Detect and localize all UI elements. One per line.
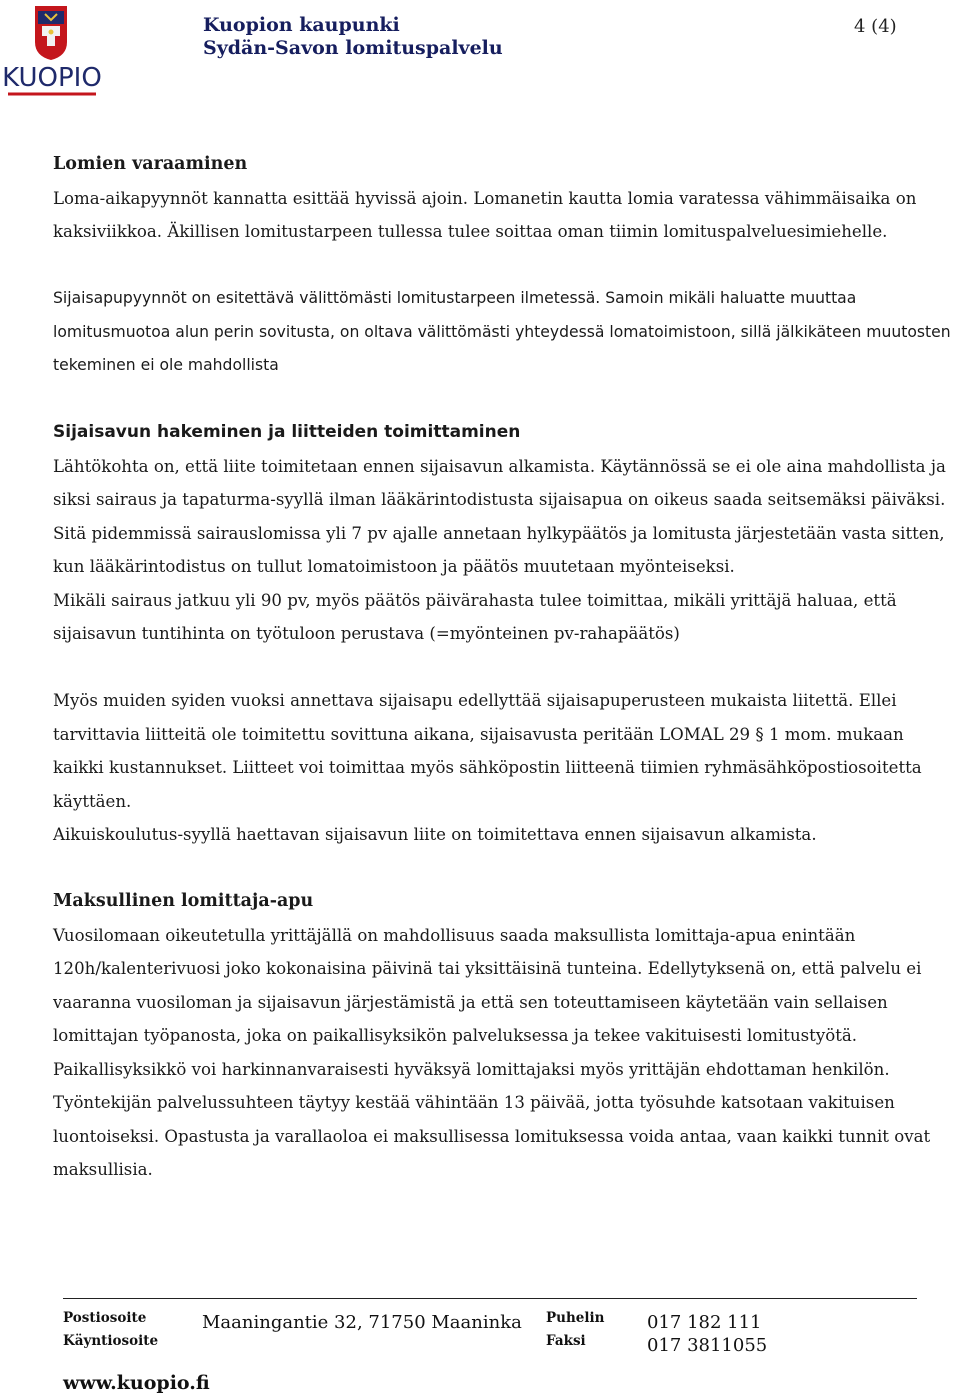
website-link[interactable]: www.kuopio.fi (63, 1372, 210, 1394)
document-body (53, 148, 953, 1187)
page-footer (0, 1296, 960, 1396)
phone-value: 017 182 111 (647, 1312, 762, 1333)
page-number: 4 (4) (854, 16, 897, 37)
paragraph: Vuosilomaan oikeutetulla yrittäjällä on mahdollisuus saada maksullista lomittaja-apua enintään 120h/kalenterivuosi joko kokonaisina päivinä tai yksittäisinä tunteina. Edellytyksenä on, että palvelu ei vaaranna vuosiloman ja sijaisavun järjestämistä ja että sen toteuttamiseen käytetään vain sellaisen lomittajan työpanosta, joka on paikallisyksikön palveluksessa ja tekee vakituisesti lomitustyötä. Paikallisyksikkö voi harkinnanvaraisesti hyväksyä lomittajaksi myös yrittäjän ehdottaman henkilön. Työntekijän palvelussuhteen täytyy kestää vähintään 13 päivää, jotta työsuhde katsotaan vakituisen luontoiseksi. Opastusta ja varallaoloa ei maksullisessa lomituksessa voida antaa, vaan kaikki tunnit ovat maksullisia. (53, 925, 931, 1179)
org-line-2: Sydän-Savon lomituspalvelu (203, 37, 503, 59)
postal-address-label: Postiosoite (63, 1310, 147, 1326)
address-value: Maaningantie 32, 71750 Maaninka (202, 1312, 522, 1333)
paragraph: Sijaisapupyynnöt on esitettävä välittömästi lomitustarpeen ilmetessä. Samoin mikäli haluatte muuttaa lomitusmuotoa alun perin sovitusta, on oltava välittömästi yhteydessä lomatoimistoon, sillä jälkikäteen muutosten tekeminen ei ole mahdollista (53, 289, 951, 374)
kuopio-logo (2, 2, 102, 98)
kuopio-crest-icon (2, 2, 102, 98)
organization-name (203, 14, 503, 60)
page-header (0, 0, 960, 100)
paragraph: Aikuiskoulutus-syyllä haettavan sijaisavun liite on toimitettava ennen sijaisavun alkamista. (53, 825, 817, 844)
fax-value: 017 3811055 (647, 1335, 768, 1356)
footer-divider (63, 1298, 917, 1299)
heading-lomien-varaaminen: Lomien varaaminen (53, 154, 248, 174)
logo-wordmark: KUOPIO (2, 63, 102, 93)
paragraph: Lähtökohta on, että liite toimitetaan ennen sijaisavun alkamista. Käytännössä se ei ole aina mahdollista ja siksi sairaus ja tapaturma-syyllä ilman lääkärintodistusta sijaisapua on oikeus saada seitsemäksi päiväksi. Sitä pidemmissä sairauslomissa yli 7 pv ajalle annetaan hylkypäätös ja lomitusta järjestetään vasta sitten, kun lääkärintodistus on tullut lomatoimistoon ja päätös muutetaan myönteiseksi. (53, 456, 946, 576)
fax-label: Faksi (546, 1333, 586, 1349)
paragraph: Mikäli sairaus jatkuu yli 90 pv, myös päätös päivärahasta tulee toimittaa, mikäli yrittäjä haluaa, että sijaisavun tuntihinta on työtuloon perustava (=myönteinen pv-rahapäätös) (53, 590, 897, 643)
visiting-address-label: Käyntiosoite (63, 1333, 159, 1349)
paragraph: Loma-aikapyynnöt kannatta esittää hyvissä ajoin. Lomanetin kautta lomia varatessa vähimmäisaika on kaksiviikkoa. Äkillisen lomitustarpeen tullessa tulee soittaa oman tiimin lomituspalveluesimiehelle. (53, 188, 917, 241)
org-line-1: Kuopion kaupunki (203, 14, 400, 36)
heading-maksullinen-lomittaja-apu: Maksullinen lomittaja-apu (53, 891, 314, 911)
heading-sijaisavun-hakeminen: Sijaisavun hakeminen ja liitteiden toimittaminen (53, 422, 521, 442)
phone-label: Puhelin (546, 1310, 605, 1326)
paragraph: Myös muiden syiden vuoksi annettava sijaisapu edellyttää sijaisapuperusteen mukaista liitettä. Ellei tarvittavia liitteitä ole toimitettu sovittuna aikana, sijaisavusta peritään LOMAL 29 § 1 mom. mukaan kaikki kustannukset. Liitteet voi toimittaa myös sähköpostin liitteenä tiimien ryhmäsähköpostiosoitetta käyttäen. (53, 691, 922, 811)
